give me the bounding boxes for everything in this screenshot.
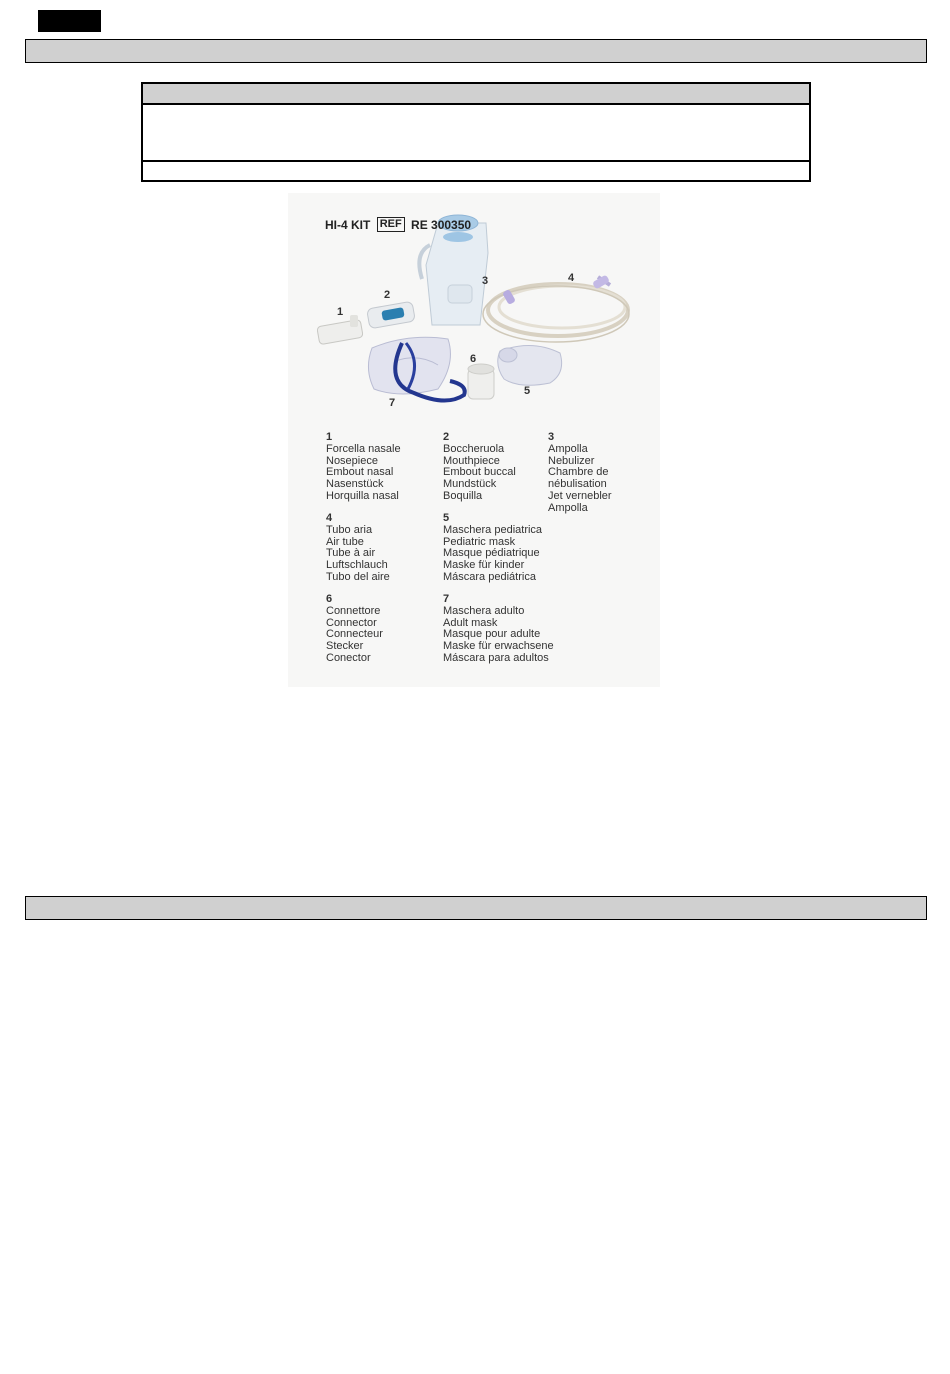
legend-name-en: Adult mask [443,616,498,629]
info-table-body [143,105,809,162]
legend-item-4 [326,513,390,584]
kit-name: HI-4 KIT [325,217,371,232]
legend-name-fr: Chambre de [548,466,609,479]
kit-figure [288,193,660,687]
legend-number: 4 [326,512,333,524]
callout-label-5: 5 [524,385,531,397]
legend-name-de: Maske für kinder [443,559,525,572]
legend-item-5 [443,513,542,584]
legend-name-it: Tubo aria [326,523,373,536]
legend-name-es: Máscara pediátrica [443,570,536,583]
nosepiece-illustration [317,315,363,345]
legend-item-6 [326,594,383,665]
legend-name-de: Mundstück [443,478,497,491]
connector-illustration [468,364,494,399]
legend-number: 7 [443,593,450,605]
legend-name-it: Forcella nasale [326,442,401,455]
legend-name-es: Tubo del aire [326,570,390,583]
legend-name-de: Maske für erwachsene [443,640,554,653]
kit-title [325,217,471,232]
legend-item-7 [443,594,554,665]
legend-number: 1 [326,431,333,443]
legend-item-2 [443,432,516,503]
section-footer-bar [25,896,927,920]
legend-name-en: Connector [326,616,377,629]
callout-label-6: 6 [470,353,477,365]
callout-label-3: 3 [482,275,489,287]
legend-name-en: Pediatric mask [443,535,516,548]
legend-name-it: Maschera pediatrica [443,523,543,536]
legend-name-de: Nasenstück [326,478,384,491]
legend-number: 6 [326,593,333,605]
callout-label-7: 7 [389,397,396,409]
legend-name-fr: Embout nasal [326,466,394,479]
legend-name-fr-cont: nébulisation [548,478,607,491]
legend-item-3 [548,432,612,515]
adult-mask-illustration [368,337,464,400]
legend-name-es: Conector [326,651,371,664]
info-table-footer [143,162,809,180]
legend-name-es: Máscara para adultos [443,651,549,664]
info-table-header [143,84,809,105]
legend-name-it: Connettore [326,604,381,617]
callout-label-2: 2 [384,289,391,301]
section-header-bar [25,39,927,63]
legend-item-1 [326,432,401,503]
legend-name-fr: Masque pour adulte [443,628,541,641]
legend-name-it: Maschera adulto [443,604,525,617]
legend-name-es: Ampolla [548,501,588,514]
legend-number: 5 [443,512,450,524]
air-tube-illustration [483,275,629,342]
legend-name-fr: Connecteur [326,628,383,641]
legend-number: 2 [443,431,450,443]
callout-label-1: 1 [337,306,344,318]
legend-name-de: Jet vernebler [548,489,612,502]
legend-name-de: Stecker [326,640,364,653]
legend-number: 3 [548,431,555,443]
info-table [141,82,811,182]
legend-name-fr: Masque pédiatrique [443,547,540,560]
ref-symbol: REF [377,217,405,232]
legend-name-en: Air tube [326,535,364,548]
legend-name-fr: Tube à air [326,547,376,560]
mouthpiece-illustration [367,301,416,329]
language-tag [38,10,101,32]
legend-name-it: Ampolla [548,442,588,455]
ref-code: RE 300350 [411,217,472,232]
pediatric-mask-illustration [498,345,562,385]
legend-name-fr: Embout buccal [443,466,516,479]
legend-name-en: Nosepiece [326,454,378,467]
legend-name-es: Horquilla nasal [326,489,399,502]
legend-name-en: Nebulizer [548,454,595,467]
legend-name-it: Boccheruola [443,442,505,455]
legend-name-de: Luftschlauch [326,559,388,572]
legend-name-en: Mouthpiece [443,454,500,467]
legend-name-es: Boquilla [443,489,483,502]
callout-label-4: 4 [568,272,575,284]
